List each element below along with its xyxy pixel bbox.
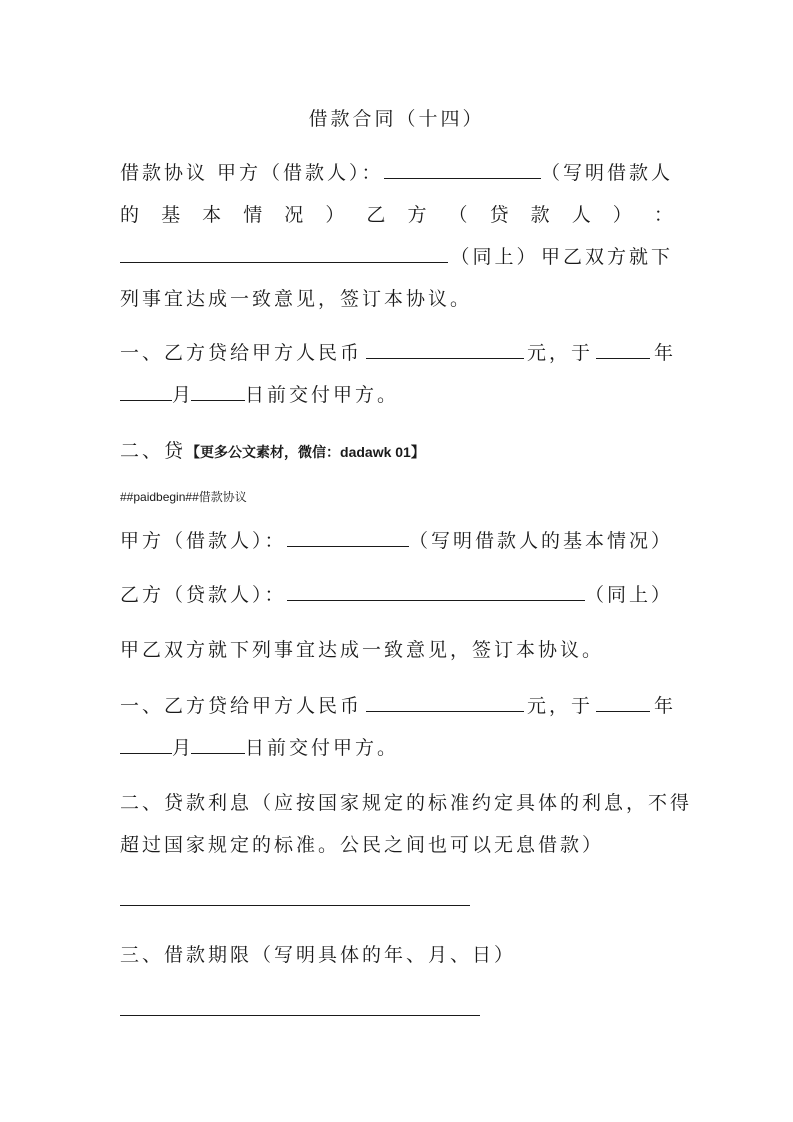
spread-char: ） — [612, 204, 632, 226]
spread-char: （ — [448, 204, 468, 226]
party-a-label: 甲方（借款人）： — [120, 530, 287, 552]
promo-text: 【更多公文素材，微信：dadawk 01】 — [186, 444, 425, 460]
section-1b-label: 一、乙方贷给甲方人民币 — [120, 695, 363, 717]
day-blank-2[interactable] — [191, 735, 245, 754]
spread-char: 人 — [571, 204, 591, 226]
spread-char: 贷 — [489, 204, 509, 226]
month-blank-2[interactable] — [120, 735, 172, 754]
spread-char: 基 — [161, 204, 181, 226]
spread-char: 款 — [530, 204, 550, 226]
spread-char: 况 — [284, 204, 304, 226]
spread-char: 本 — [202, 204, 222, 226]
party-a-blank[interactable] — [287, 528, 409, 547]
month-blank[interactable] — [120, 382, 172, 401]
year-blank-2[interactable] — [596, 693, 650, 712]
party-b-label: 乙方（贷款人）： — [120, 584, 287, 606]
same-note: （同上） — [450, 246, 539, 268]
section-1-line-1 — [120, 340, 673, 366]
interest-line-2: 超过国家规定的标准。公民之间也可以无息借款） — [120, 834, 605, 856]
spread-char: 方 — [407, 204, 427, 226]
document-title: 借款合同（十四） — [308, 108, 485, 130]
spread-char: ） — [325, 204, 345, 226]
day-blank[interactable] — [191, 382, 245, 401]
party-b-note: （同上） — [584, 584, 673, 606]
spread-char: ： — [653, 204, 673, 226]
borrower-blank[interactable] — [384, 160, 541, 179]
section-1b-line-1 — [120, 693, 673, 719]
section-1-line-2 — [120, 382, 673, 408]
lender-blank[interactable] — [120, 244, 448, 263]
term-line: 三、借款期限（写明具体的年、月、日） — [120, 944, 517, 966]
paid-marker: ##paidbegin##借款协议 — [120, 490, 247, 504]
delivery-text-2: 日前交付甲方。 — [245, 737, 400, 759]
intro-line-4: 列事宜达成一致意见，签订本协议。 — [120, 288, 473, 310]
party-a-note: （写明借款人的基本情况） — [408, 530, 673, 552]
party-a-line — [120, 528, 673, 554]
term-blank[interactable] — [120, 1015, 480, 1016]
spread-char: 乙 — [366, 204, 386, 226]
amount-blank-2[interactable] — [366, 693, 524, 712]
intro-label: 借款协议 甲方（借款人）： — [120, 162, 384, 184]
intro-line-3 — [120, 244, 673, 270]
intro-note: （写明借款人 — [540, 162, 673, 184]
intro-line-1 — [120, 160, 673, 186]
month-label-2: 月 — [172, 737, 192, 759]
intro-line-2 — [120, 202, 673, 228]
spread-char: 情 — [243, 204, 263, 226]
amount-blank[interactable] — [366, 340, 524, 359]
interest-line-1: 二、贷款利息（应按国家规定的标准约定具体的利息，不得 — [120, 792, 693, 814]
agreement-line: 甲乙双方就下列事宜达成一致意见，签订本协议。 — [120, 639, 605, 661]
section-1b-yuan: 元，于 — [526, 695, 593, 717]
section-2-head-line — [120, 438, 673, 465]
party-b-blank[interactable] — [287, 582, 585, 601]
section-1-yuan: 元，于 — [526, 342, 593, 364]
party-b-line — [120, 582, 673, 608]
year-label-2: 年 — [653, 695, 673, 717]
year-label: 年 — [653, 342, 673, 364]
section-2-head: 二、贷 — [120, 440, 187, 462]
intro-continue: 甲乙双方就下 — [540, 246, 673, 268]
delivery-text: 日前交付甲方。 — [245, 384, 400, 406]
interest-blank[interactable] — [120, 905, 470, 906]
month-label: 月 — [172, 384, 192, 406]
section-1-label: 一、乙方贷给甲方人民币 — [120, 342, 363, 364]
year-blank[interactable] — [596, 340, 650, 359]
spread-char: 的 — [120, 204, 140, 226]
section-1b-line-2 — [120, 735, 673, 761]
